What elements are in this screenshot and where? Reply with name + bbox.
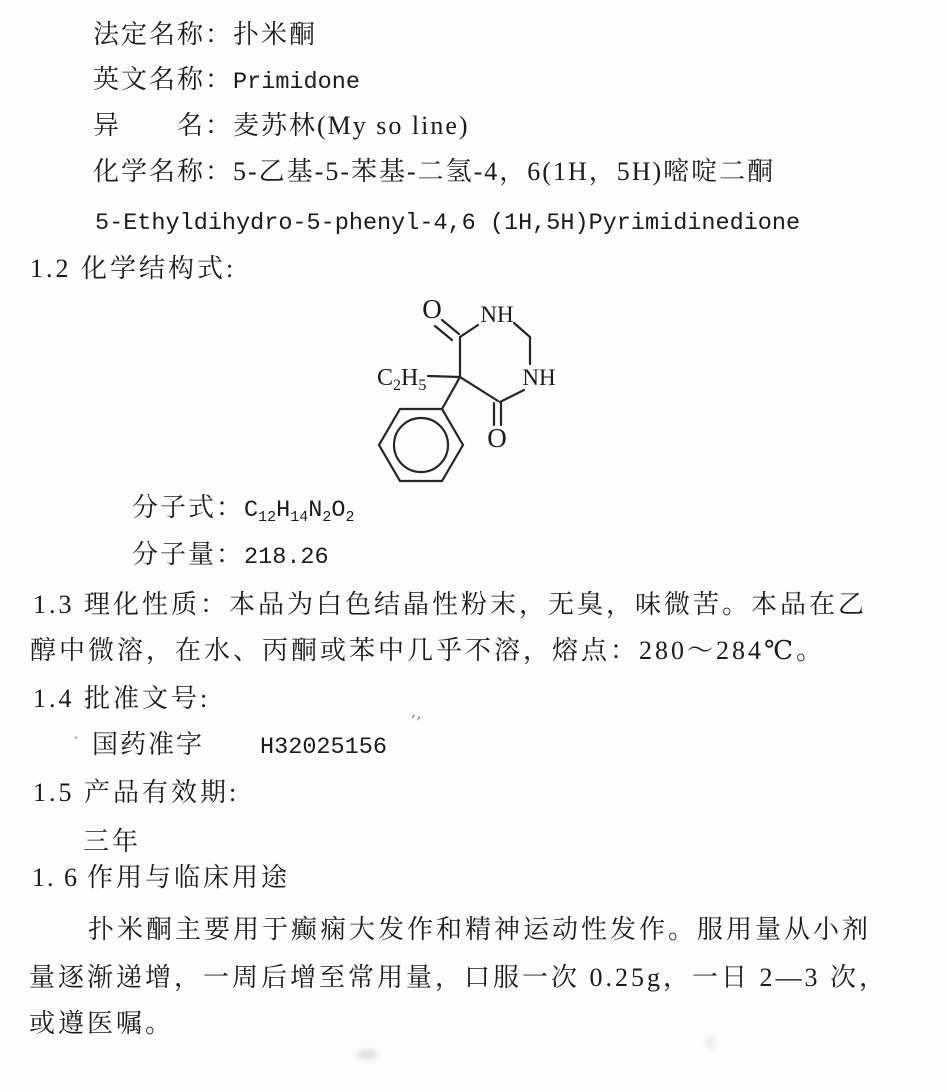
oxygen-top-label: O (422, 294, 442, 324)
molecular-weight-line (132, 541, 329, 571)
chemical-name-english-line: 5-Ethyldihydro-5-phenyl-4,6 (1H,5H)Pyrimidinedione (95, 210, 801, 237)
chemical-structure-diagram (355, 285, 585, 500)
nh-right-label: NH (522, 365, 556, 390)
validity-value: 三年 (83, 827, 142, 856)
bond-c5-phenyl (442, 377, 460, 409)
molecular-weight-label: 分子量： (132, 540, 245, 569)
benzene-ring (379, 409, 463, 481)
usage-paragraph-line-1: 扑米酮主要用于癫痫大发作和精神运动性发作。服用量从小剂 (88, 915, 872, 944)
usage-paragraph-line-2: 量逐渐递增，一周后增至常用量，口服一次 0.25g，一日 2—3 次， (29, 963, 889, 992)
section-heading-validity: 1.5 产品有效期: (33, 778, 240, 807)
molecular-weight-value: 218.26 (244, 544, 329, 571)
double-bond-c4-o-1 (442, 320, 459, 334)
molecular-formula-value: $C_{12}H_{14}N_2O_2$ (244, 497, 355, 526)
approval-number: H32025156 (260, 734, 387, 761)
usage-section-number: 1. 6 (32, 863, 79, 892)
bond-c6-c5 (460, 377, 498, 401)
bond-lines (379, 320, 530, 481)
english-name-label: 英文名称： (93, 65, 234, 94)
properties-line-1: 1.3 理化性质：本品为白色结晶性粉末，无臭，味微苦。本品在乙 (33, 590, 868, 619)
scan-artifact-dot (74, 736, 78, 739)
legal-name-line (93, 21, 317, 50)
section-heading-usage (32, 864, 290, 893)
oxygen-bottom-label: O (487, 423, 507, 453)
nh-top-label: NH (480, 302, 514, 327)
molecular-formula-label: 分子式： (132, 493, 245, 522)
english-name-value: Primidone (233, 69, 360, 96)
benzene-aromatic-circle (394, 418, 448, 472)
chemical-name-value: 5-乙基-5-苯基-二氢-4，6(1H，5H)嘧啶二酮 (233, 157, 776, 186)
ethyl-group-label: $C_2H_5$ (377, 365, 427, 394)
usage-section-title: 作用与临床用途 (87, 863, 291, 892)
molecular-formula-line (132, 494, 355, 524)
section-heading-approval: 1.4 批准文号: (33, 684, 211, 713)
bond-c4-n3 (460, 325, 478, 337)
atom-labels (377, 294, 556, 453)
legal-name-label: 法定名称： (93, 20, 234, 49)
bond-n3-c2 (514, 323, 530, 337)
english-name-line (93, 66, 360, 96)
properties-line-2: 醇中微溶，在水、丙酮或苯中几乎不溶，熔点：280～284℃。 (30, 636, 826, 665)
double-bond-c4-o-2 (435, 326, 452, 340)
alias-label: 异 名： (93, 111, 234, 140)
section-heading-structure: 1.2 化学结构式: (30, 254, 237, 283)
bond-c5-ethyl (428, 376, 460, 377)
scan-artifact-smudge (356, 1050, 378, 1059)
approval-number-line (92, 731, 387, 761)
legal-name-value: 扑米酮 (233, 20, 318, 49)
alias-line (93, 112, 470, 141)
chemical-name-label: 化学名称： (93, 157, 234, 186)
bond-n1-c6 (500, 390, 524, 402)
scan-artifact-ticks: ′′ (407, 710, 425, 733)
alias-value: 麦苏林(My so line) (233, 111, 470, 140)
usage-paragraph-line-3: 或遵医嘱。 (29, 1009, 175, 1038)
scan-artifact-smudge (706, 1036, 716, 1050)
approval-label: 国药准字 (92, 730, 205, 759)
chemical-name-line (93, 158, 775, 187)
